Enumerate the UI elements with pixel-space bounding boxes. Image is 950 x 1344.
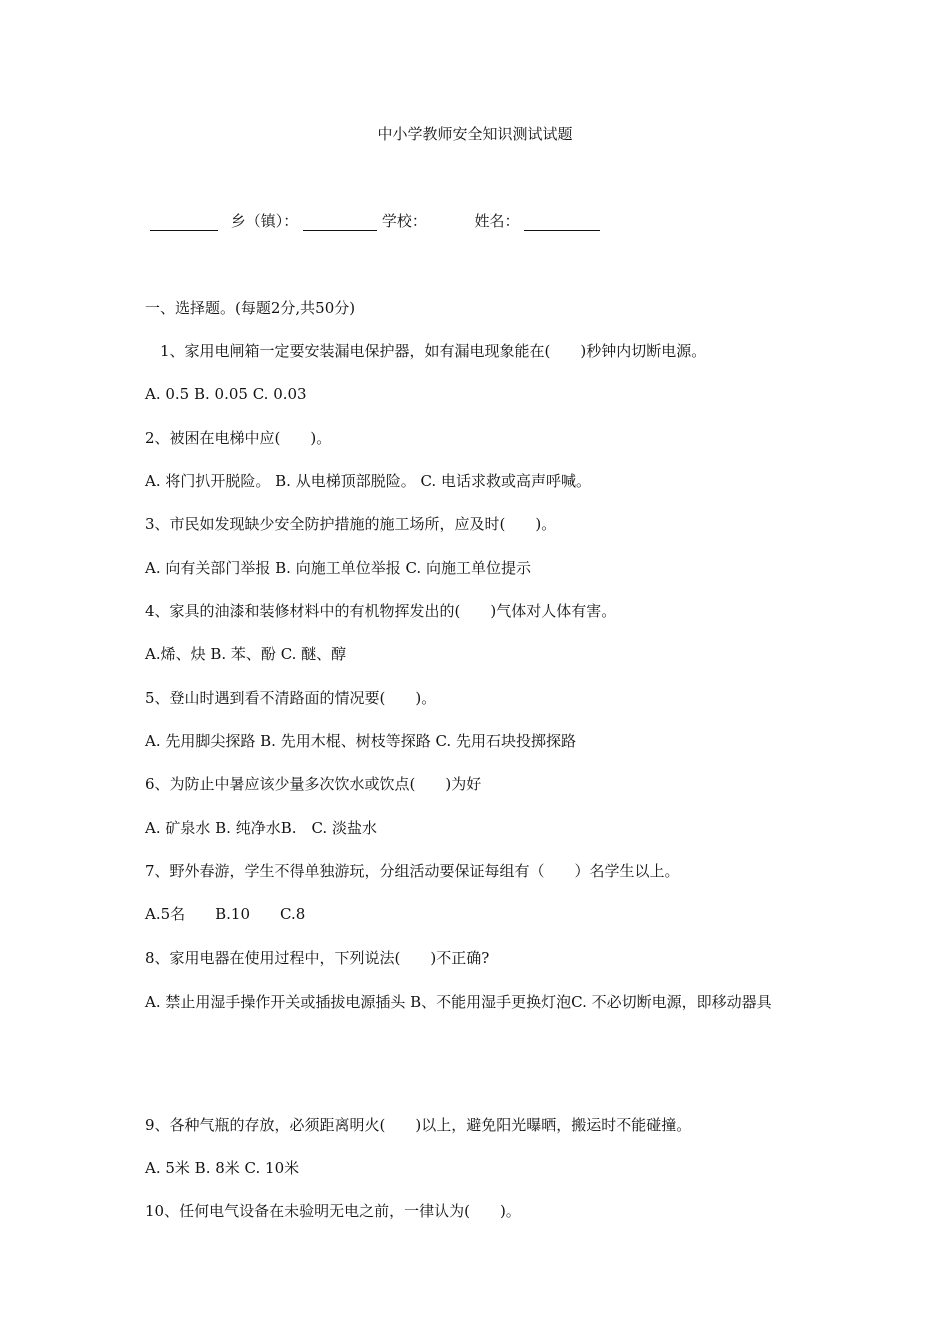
- town-blank[interactable]: [303, 214, 377, 231]
- options-2: A. 将门扒开脱险。 B. 从电梯顶部脱险。 C. 电话求救或高声呼喊。: [145, 472, 591, 490]
- options-3: A. 向有关部门举报 B. 向施工单位举报 C. 向施工单位提示: [145, 559, 531, 577]
- options-7: A.5名 B.10 C.8: [145, 905, 306, 923]
- options-1: A. 0.5 B. 0.05 C. 0.03: [145, 385, 307, 403]
- question-2: 2、被困在电梯中应( )。: [145, 429, 332, 447]
- section-heading: 一、选择题。(每题2分,共50分): [145, 299, 356, 317]
- options-6: A. 矿泉水 B. 纯净水B. C. 淡盐水: [145, 819, 377, 837]
- question-5: 5、登山时遇到看不清路面的情况要( )。: [145, 689, 437, 707]
- name-blank[interactable]: [524, 214, 600, 231]
- header-fields: [150, 211, 600, 231]
- question-10: 10、任何电气设备在未验明无电之前，一律认为( )。: [145, 1202, 521, 1220]
- question-4: 4、家具的油漆和装修材料中的有机物挥发出的( )气体对人体有害。: [145, 602, 617, 620]
- school-label: 学校：: [381, 212, 427, 230]
- town-label: 乡（镇）：: [230, 212, 299, 230]
- options-8: A. 禁止用湿手操作开关或插拔电源插头 B、不能用湿手更换灯泡C. 不必切断电源，即移动器具: [145, 993, 772, 1011]
- options-9: A. 5米 B. 8米 C. 10米: [145, 1159, 300, 1177]
- question-1: 1、家用电闸箱一定要安装漏电保护器，如有漏电现象能在( )秒钟内切断电源。: [160, 342, 707, 360]
- question-6: 6、为防止中暑应该少量多次饮水或饮点( )为好: [145, 775, 482, 793]
- question-7: 7、野外春游，学生不得单独游玩，分组活动要保证每组有（ ）名学生以上。: [145, 862, 680, 880]
- name-label: 姓名：: [474, 212, 520, 230]
- options-4: A.烯、炔 B. 苯、酚 C. 醚、醇: [145, 645, 347, 663]
- region-blank[interactable]: [150, 214, 218, 231]
- question-3: 3、市民如发现缺少安全防护措施的施工场所，应及时( )。: [145, 515, 557, 533]
- question-9: 9、各种气瓶的存放，必须距离明火( )以上，避免阳光曝晒，搬运时不能碰撞。: [145, 1116, 692, 1134]
- options-5: A. 先用脚尖探路 B. 先用木棍、树枝等探路 C. 先用石块投掷探路: [145, 732, 576, 750]
- question-8: 8、家用电器在使用过程中，下列说法( )不正确?: [145, 949, 490, 967]
- page-title: 中小学教师安全知识测试试题: [377, 125, 573, 143]
